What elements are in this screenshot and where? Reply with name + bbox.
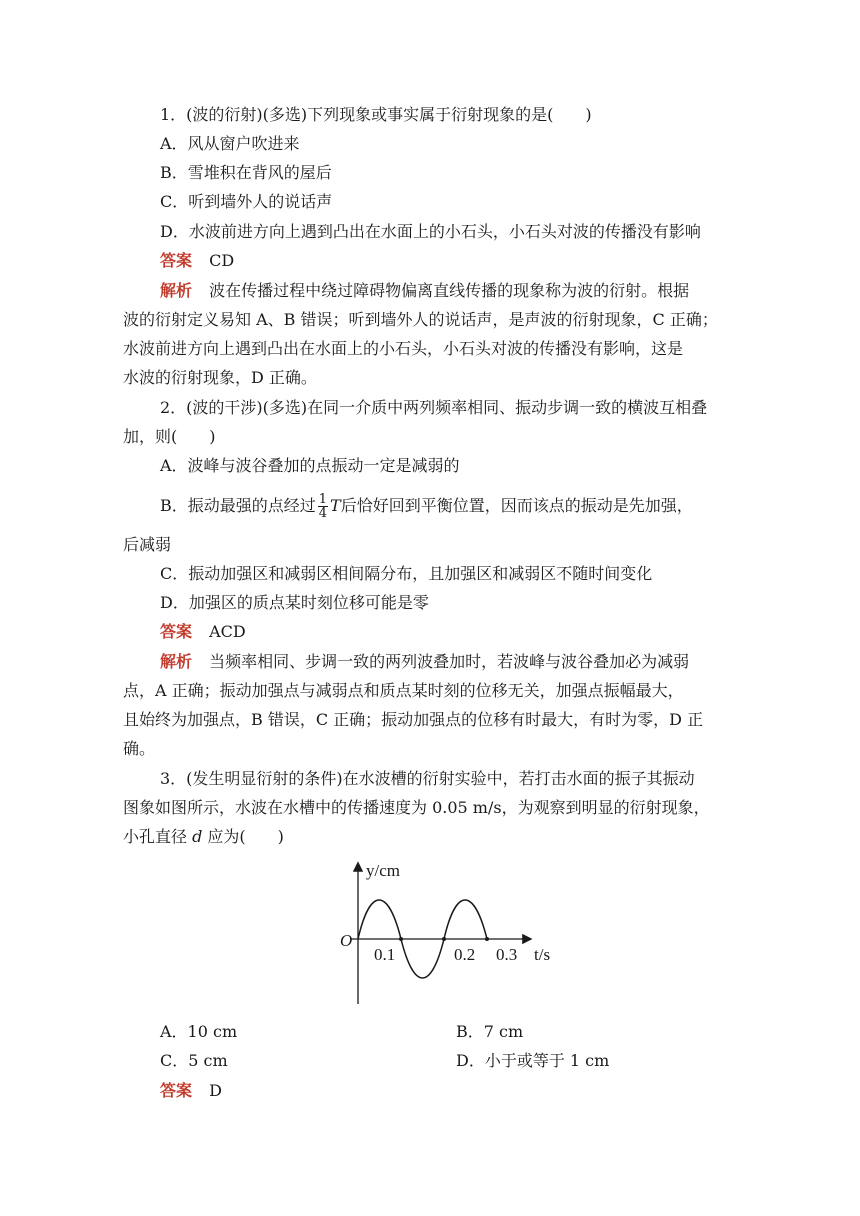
answer-label: 答案: [160, 622, 193, 641]
answer-value: ACD: [209, 622, 246, 641]
q1-analysis-line-2: 波的衍射定义易知 A、B 错误；听到墙外人的说话声，是声波的衍射现象，C 正确；: [123, 310, 718, 329]
period-symbol: T: [330, 496, 341, 515]
q2-stem-line-1: 2．(波的干涉)(多选)在同一介质中两列频率相同、振动步调一致的横波互相叠: [160, 398, 708, 417]
q2-analysis-line-4: 确。: [123, 739, 156, 758]
stem-text: 小孔直径: [123, 827, 193, 846]
q2-analysis-line-3: 且始终为加强点，B 错误，C 正确；振动加强点的位移有时最大，有时为零，D 正: [123, 710, 704, 729]
q3-stem-line-3: [123, 827, 284, 847]
vibration-graph-svg: [330, 852, 566, 1012]
q2-option-a: A．波峰与波谷叠加的点振动一定是减弱的: [160, 456, 460, 475]
y-axis-label: y/cm: [366, 861, 400, 880]
q1-analysis-line-3: 水波前进方向上遇到凸出在水面上的小石头，小石头对波的传播没有影响，这是: [123, 339, 684, 358]
tick-dot-0-2: [442, 937, 446, 941]
q3-option-b: B．7 cm: [456, 1022, 524, 1041]
q2-stem-line-2: 加，则( ): [123, 427, 216, 446]
answer-value: D: [209, 1081, 222, 1100]
q2-analysis-line-1: [160, 652, 689, 672]
q3-option-a: A．10 cm: [160, 1022, 238, 1041]
analysis-label: 解析: [160, 652, 193, 671]
origin-label: O: [340, 931, 353, 950]
option-b-text-post: 后恰好回到平衡位置，因而该点的振动是先加强，: [340, 496, 693, 515]
q3-option-d: D．小于或等于 1 cm: [456, 1051, 610, 1070]
q3-stem-line-1: 3．(发生明显衍射的条件)在水波槽的衍射实验中，若打击水面的振子其振动: [160, 769, 695, 788]
q2-option-b-line-2: 后减弱: [123, 535, 172, 554]
x-axis-label: t/s: [534, 945, 551, 964]
vibration-graph: [330, 852, 566, 1012]
tick-dot-0-3: [485, 937, 489, 941]
q2-answer: [160, 622, 246, 642]
analysis-label: 解析: [160, 281, 193, 300]
answer-label: 答案: [160, 251, 193, 270]
q1-option-b: B．雪堆积在背风的屋后: [160, 163, 332, 182]
answer-value: CD: [209, 251, 235, 270]
fraction-denominator: 4: [318, 506, 328, 521]
q2-option-d: D．加强区的质点某时刻位移可能是零: [160, 593, 429, 612]
q1-stem: 1．(波的衍射)(多选)下列现象或事实属于衍射现象的是( ): [160, 105, 592, 124]
q1-option-c: C．听到墙外人的说话声: [160, 192, 333, 211]
tick-label-0-1: 0.1: [374, 945, 396, 964]
q1-analysis-line-1: [160, 281, 689, 301]
analysis-text: 波在传播过程中绕过障碍物偏离直线传播的现象称为波的衍射。根据: [209, 281, 690, 300]
option-b-text-pre: B．振动最强的点经过: [160, 496, 316, 515]
q1-answer: [160, 251, 234, 271]
answer-label: 答案: [160, 1081, 193, 1100]
q3-stem-line-2: 图象如图所示，水波在水槽中的传播速度为 0.05 m/s，为观察到明显的衍射现象，: [123, 798, 710, 817]
q2-option-b: [160, 491, 693, 521]
q1-analysis-line-4: 水波的衍射现象，D 正确。: [123, 368, 317, 387]
q2-analysis-line-2: 点，A 正确；振动加强点与减弱点和质点某时刻的位移无关，加强点振幅最大，: [123, 681, 684, 700]
q1-option-d: D．水波前进方向上遇到凸出在水面上的小石头，小石头对波的传播没有影响: [160, 222, 701, 241]
diameter-variable: d: [192, 827, 203, 846]
tick-label-0-3: 0.3: [496, 945, 518, 964]
analysis-text: 当频率相同、步调一致的两列波叠加时，若波峰与波谷叠加必为减弱: [209, 652, 690, 671]
q1-option-a: A．风从窗户吹进来: [160, 134, 300, 153]
q3-answer: [160, 1081, 222, 1101]
fraction-numerator: 1: [318, 492, 328, 507]
tick-dot-0-1: [399, 937, 403, 941]
q3-option-c: C．5 cm: [160, 1051, 228, 1070]
tick-label-0-2: 0.2: [454, 945, 476, 964]
q2-option-c: C．振动加强区和减弱区相间隔分布，且加强区和减弱区不随时间变化: [160, 564, 653, 583]
stem-text-end: 应为( ): [202, 827, 284, 846]
fraction: [318, 493, 328, 520]
